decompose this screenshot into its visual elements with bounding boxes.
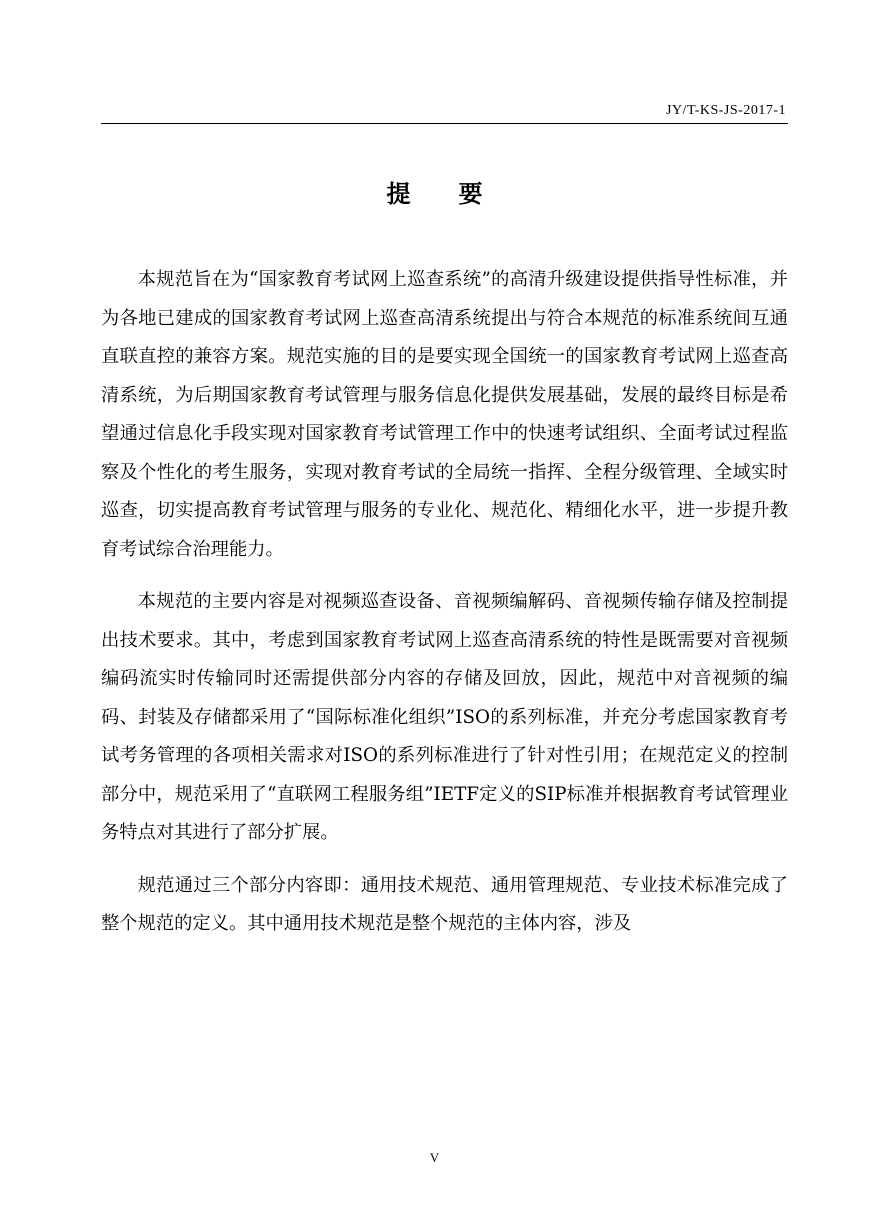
page-number: V — [429, 1150, 440, 1165]
paragraph-1: 本规范旨在为“国家教育考试网上巡查系统”的高清升级建设提供指导性标准，并为各地已建成的国家教育考试网上巡查高清系统提出与符合本规范的标准系统间互通直联直控的兼容方案。规范实施的目的是要实现全国统一的国家教育考试网上巡查高清系统，为后期国家教育考试管理与服务信息化提供发展基础，发展的最终目标是希望通过信息化手段实现对国家教育考试管理工作中的快速考试组织、全面考试过程监察及个性化的考生服务，实现对教育考试的全局统一指挥、全程分级管理、全域实时巡查，切实提高教育考试管理与服务的专业化、规范化、精细化水平，进一步提升教育考试综合治理能力。 — [101, 269, 788, 560]
paragraph-2: 本规范的主要内容是对视频巡查设备、音视频编解码、音视频传输存储及控制提出技术要求。其中，考虑到国家教育考试网上巡查高清系统的特性是既需要对音视频编码流实时传输同时还需提供部分内容的存储及回放，因此，规范中对音视频的编码、封装及存储都采用了“国际标准化组织”ISO的系列标准，并充分考虑国家教育考试考务管理的各项相关需求对ISO的系列标准进行了针对性引用；在规范定义的控制部分中，规范采用了“直联网工程服务组”IETF定义的SIP标准并根据教育考试管理业务特点对其进行了部分扩展。 — [101, 591, 788, 843]
paragraph-3: 规范通过三个部分内容即：通用技术规范、通用管理规范、专业技术标准完成了整个规范的定义。其中通用技术规范是整个规范的主体内容，涉及 — [101, 874, 788, 934]
body-text — [101, 261, 788, 958]
header-divider — [101, 123, 788, 124]
page-title: 提要 — [386, 180, 531, 208]
document-code: JY/T-KS-JS-2017-1 — [666, 103, 786, 118]
